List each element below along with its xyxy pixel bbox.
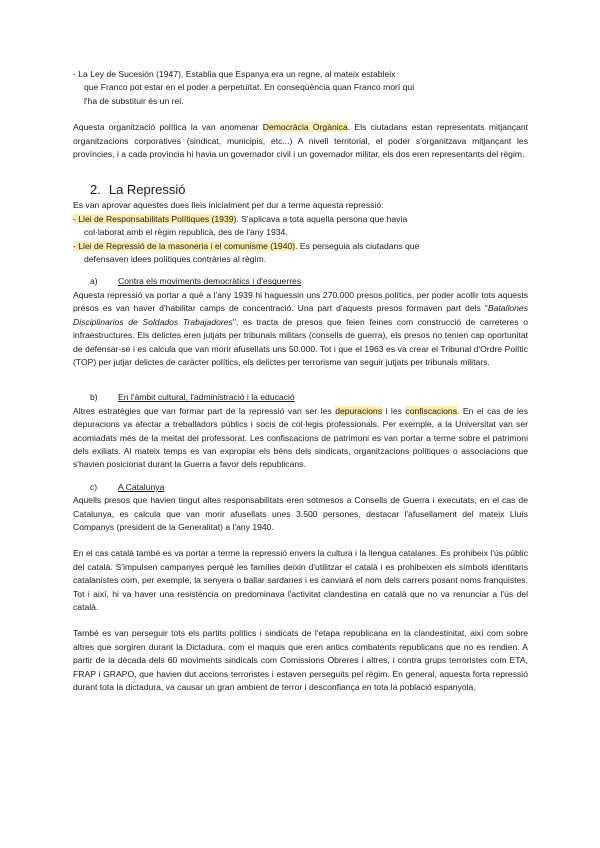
- organic-democracy-paragraph: Aquesta organització política la van anomenar Democràcia Orgànica. Els ciutadans estan representats mitjançant organitzacions corporatives (sindicat, municipis, etc...) A nivell territorial, el poder s'organitzava mitjançant les províncies, i a cada província hi havia un governador civil i un governador militar, els dos eren representants del règim.: [73, 122, 529, 160]
- law-1-continuation: col·laborat amb el règim republicà, des de l'any 1934.: [84, 227, 288, 238]
- subsection-a-text: Aquesta repressió va portar a què a l'any 1939 hi haguessin uns 270.000 presos polítics, per poder acollir tots aquests presos es van haver d'habilitar camps de concentració. Una part d'aquests presos formaven part dels "Batallones Disciplinarios de Soldados Trabajadores", es tracta de presos que feien feines com construcció de carreteres o infraestructures. Els delictes eren jutjats per tribunals militars (consells de guerra), els presos no tenien cap oportunitat de defensar-se i es calcula que van morir afusellats uns 50.000. Tot i que el 1963 es va crear el Tribunal d'Ordre Polític (TOP) per jutjar delictes de caràcter polítics, els delictes per terrorisme van seguir jutjats per tribunals militars.: [73, 289, 528, 367]
- subsection-c-paragraph-2: En el cas català també es va portar a terme la repressió envers la cultura i la llengua catalanes. Es prohibeix l'ús públic del català. S'impulsen campanyes perquè les famílies deixin d'utilitzar el català i es prohibeixen els símbols identitaris catalanistes com, per exemple, la senyera o ballar sardanes i es canviarà el nom dels carrers posant noms franquistes. Tot i així, hi va haver una resistència on predominava l'activitat clandestina en català que no va renunciar a l'ús del català.: [73, 548, 528, 612]
- subsection-c-paragraph-3: També es van perseguir tots els partits polítics i sindicats de l'etapa republicana en la clandestinitat, així com sobre altres que sorgiren durant la Dictadura, com el maquis que eren antics combatents republicans que no es rendien. A partir de la dècada dels 60 moviments sindicals com Comissions Obreres i altres, i contra grups terroristes com ETA, FRAP i GRAPO, que havien dut accions terroristes i estaven perseguits pel règim. En general, aquesta forta repressió durant tota la dictadura, va causar un gran ambient de terror i desconfiança en tota la població espanyola.: [73, 628, 528, 693]
- law-1: - Llei de Responsabilitats Polítiques (1939). S'aplicava a tota aquella persona que havia: [73, 213, 408, 224]
- document-page: [73, 68, 528, 694]
- repression-intro: Es van aprovar aquestes dues lleis inicialment per dur a terme aquesta repressió:: [73, 200, 384, 211]
- law-2: - Llei de Repressió de la masoneria i el comunisme (1940). Es perseguia als ciutadans que: [73, 240, 420, 251]
- subsection-b-heading: b) En l'àmbit cultural, l'administració i la educació: [90, 392, 295, 403]
- subsection-c-paragraph-1: Aquells presos que havien tingut altes responsabilitats eren sotmesos a Consells de Guerra i executats, en el cas de Catalunya, es calcula que van morir afusellats unes 3.500 persones, destacar l'afusellament del mateix Lluís Companys (president de la Generalitat) a l'any 1940.: [73, 495, 528, 532]
- sucesion-line-3: l'ha de substituir és un rei.: [84, 95, 184, 106]
- sucesion-line-1: - La Ley de Sucesión (1947). Establia que Espanya era un regne, al mateix estableix: [73, 69, 396, 79]
- organic-democracy-highlight: Democràcia Orgànica: [262, 122, 348, 133]
- subsection-a-heading: a) Contra els moviments democràtics i d'esquerres: [90, 276, 302, 287]
- subsection-c-heading: c) A Catalunya: [90, 481, 165, 492]
- sucesion-line-2: que Franco pot estar en el poder a perpetuïtat. En conseqüència quan Franco morí qui: [84, 82, 415, 93]
- subsection-b-text: Altres estratègies que van formar part de la repressió van ser les depuracions i les confiscacions. En el cas de les depuracions va afectar a treballadors públics i socis de col·legis professionals. Per exemple, a la Universitat van ser acomiadats més de la meitat del professorat. Les confiscacions de patrimoni es van portar a terme sobre el patrimoni dels exiliats. Al mateix temps es van expropiar els béns dels sindicats, organitzacions polítiques o associacions que s'havien posicionat durant la Guerra a favor dels republicans.: [73, 405, 528, 470]
- section-heading: 2. La Repressió: [90, 182, 186, 198]
- law-2-continuation: defensaven idees polítiques contràries al règim.: [84, 254, 267, 265]
